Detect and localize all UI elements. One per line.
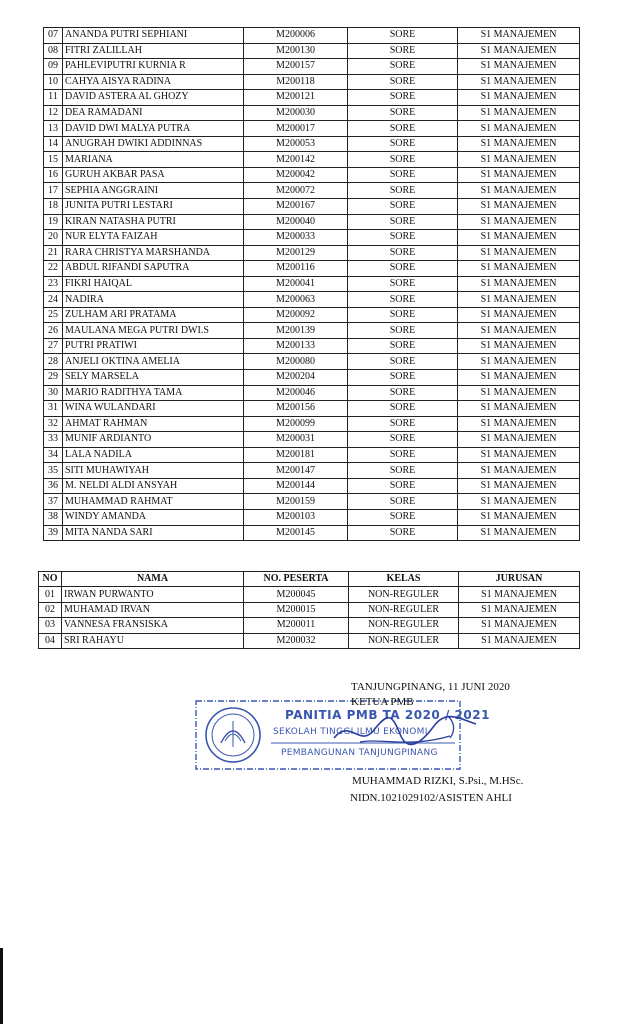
cell-name: ZULHAM ARI PRATAMA — [63, 307, 244, 323]
table-row — [44, 105, 580, 121]
cell-department: S1 MANAJEMEN — [458, 183, 580, 199]
cell-class: SORE — [348, 432, 458, 448]
column-header: NO — [39, 572, 62, 587]
cell-name: NADIRA — [63, 292, 244, 308]
cell-participant-number: M200072 — [244, 183, 348, 199]
cell-department: S1 MANAJEMEN — [458, 509, 580, 525]
column-header: NO. PESERTA — [244, 572, 349, 587]
scan-edge-mark — [0, 948, 3, 1024]
cell-name: ANUGRAH DWIKI ADDINNAS — [63, 136, 244, 152]
cell-number: 31 — [44, 401, 63, 417]
cell-department: S1 MANAJEMEN — [458, 245, 580, 261]
column-header: KELAS — [349, 572, 459, 587]
cell-number: 13 — [44, 121, 63, 137]
cell-department: S1 MANAJEMEN — [458, 338, 580, 354]
cell-number: 16 — [44, 167, 63, 183]
cell-class: SORE — [348, 385, 458, 401]
stamp-line-committee: PANITIA PMB TA 2020 / 2021 — [285, 708, 490, 722]
cell-participant-number: M200130 — [244, 43, 348, 59]
cell-department: S1 MANAJEMEN — [458, 199, 580, 215]
cell-participant-number: M200204 — [244, 370, 348, 386]
cell-participant-number: M200144 — [244, 478, 348, 494]
cell-participant-number: M200092 — [244, 307, 348, 323]
cell-number: 33 — [44, 432, 63, 448]
table-row — [44, 494, 580, 510]
cell-participant-number: M200053 — [244, 136, 348, 152]
cell-name: SELY MARSELA — [63, 370, 244, 386]
cell-department: S1 MANAJEMEN — [459, 587, 580, 602]
cell-name: WINDY AMANDA — [63, 509, 244, 525]
cell-participant-number: M200145 — [244, 525, 348, 541]
cell-department: S1 MANAJEMEN — [458, 136, 580, 152]
cell-name: WINA WULANDARI — [63, 401, 244, 417]
cell-class: SORE — [348, 121, 458, 137]
table-row — [44, 432, 580, 448]
cell-number: 23 — [44, 276, 63, 292]
table-row — [44, 167, 580, 183]
cell-number: 36 — [44, 478, 63, 494]
cell-name: FITRI ZALILLAH — [63, 43, 244, 59]
cell-participant-number: M200167 — [244, 199, 348, 215]
cell-number: 15 — [44, 152, 63, 168]
cell-department: S1 MANAJEMEN — [458, 323, 580, 339]
cell-department: S1 MANAJEMEN — [458, 90, 580, 106]
cell-number: 38 — [44, 509, 63, 525]
table-row — [44, 509, 580, 525]
cell-department: S1 MANAJEMEN — [459, 602, 580, 617]
cell-class: SORE — [348, 401, 458, 417]
cell-name: ANANDA PUTRI SEPHIANI — [63, 28, 244, 44]
cell-number: 28 — [44, 354, 63, 370]
cell-participant-number: M200147 — [244, 463, 348, 479]
stamp-line-college: SEKOLAH TINGGI ILMU EKONOMI — [273, 727, 428, 737]
cell-participant-number: M200156 — [244, 401, 348, 417]
cell-number: 29 — [44, 370, 63, 386]
cell-participant-number: M200080 — [244, 354, 348, 370]
cell-number: 37 — [44, 494, 63, 510]
cell-class: SORE — [348, 261, 458, 277]
cell-name: GURUH AKBAR PASA — [63, 167, 244, 183]
cell-name: PUTRI PRATIWI — [63, 338, 244, 354]
cell-participant-number: M200042 — [244, 167, 348, 183]
cell-class: SORE — [348, 354, 458, 370]
cell-name: IRWAN PURWANTO — [62, 587, 244, 602]
table-row — [44, 121, 580, 137]
non-regular-table — [38, 571, 580, 649]
cell-number: 17 — [44, 183, 63, 199]
cell-class: NON-REGULER — [349, 587, 459, 602]
cell-department: S1 MANAJEMEN — [458, 261, 580, 277]
cell-department: S1 MANAJEMEN — [458, 230, 580, 246]
cell-number: 08 — [44, 43, 63, 59]
stamp-line-city: PEMBANGUNAN TANJUNGPINANG — [281, 748, 438, 758]
table-row — [44, 354, 580, 370]
non-regular-table-body — [39, 587, 580, 649]
cell-name: JUNITA PUTRI LESTARI — [63, 199, 244, 215]
cell-number: 25 — [44, 307, 63, 323]
cell-class: SORE — [348, 276, 458, 292]
cell-participant-number: M200033 — [244, 230, 348, 246]
table-row — [44, 90, 580, 106]
cell-class: SORE — [348, 478, 458, 494]
cell-department: S1 MANAJEMEN — [458, 354, 580, 370]
cell-class: SORE — [348, 105, 458, 121]
cell-number: 01 — [39, 587, 62, 602]
cell-department: S1 MANAJEMEN — [458, 292, 580, 308]
cell-class: SORE — [348, 28, 458, 44]
cell-number: 34 — [44, 447, 63, 463]
cell-participant-number: M200103 — [244, 509, 348, 525]
cell-number: 39 — [44, 525, 63, 541]
cell-class: NON-REGULER — [349, 618, 459, 633]
cell-participant-number: M200142 — [244, 152, 348, 168]
cell-number: 19 — [44, 214, 63, 230]
cell-number: 12 — [44, 105, 63, 121]
table-row — [39, 602, 580, 617]
table-row — [39, 587, 580, 602]
cell-name: DAVID DWI MALYA PUTRA — [63, 121, 244, 137]
cell-number: 07 — [44, 28, 63, 44]
table-row — [44, 401, 580, 417]
cell-name: LALA NADILA — [63, 447, 244, 463]
cell-number: 20 — [44, 230, 63, 246]
table-row — [44, 447, 580, 463]
cell-participant-number: M200011 — [244, 618, 349, 633]
cell-number: 04 — [39, 633, 62, 648]
cell-participant-number: M200015 — [244, 602, 349, 617]
cell-department: S1 MANAJEMEN — [458, 28, 580, 44]
table-row — [44, 183, 580, 199]
cell-number: 02 — [39, 602, 62, 617]
table-row — [44, 307, 580, 323]
table-row — [39, 618, 580, 633]
cell-number: 21 — [44, 245, 63, 261]
cell-name: NUR ELYTA FAIZAH — [63, 230, 244, 246]
cell-class: SORE — [348, 43, 458, 59]
cell-department: S1 MANAJEMEN — [458, 525, 580, 541]
cell-participant-number: M200116 — [244, 261, 348, 277]
cell-participant-number: M200030 — [244, 105, 348, 121]
cell-name: CAHYA AISYA RADINA — [63, 74, 244, 90]
cell-participant-number: M200133 — [244, 338, 348, 354]
cell-department: S1 MANAJEMEN — [458, 416, 580, 432]
cell-department: S1 MANAJEMEN — [458, 463, 580, 479]
cell-name: ANJELI OKTINA AMELIA — [63, 354, 244, 370]
cell-name: PAHLEVIPUTRI KURNIA R — [63, 59, 244, 75]
table-row — [44, 74, 580, 90]
cell-class: SORE — [348, 292, 458, 308]
cell-department: S1 MANAJEMEN — [458, 478, 580, 494]
cell-class: SORE — [348, 90, 458, 106]
cell-number: 22 — [44, 261, 63, 277]
table-row — [44, 323, 580, 339]
cell-class: SORE — [348, 494, 458, 510]
cell-class: SORE — [348, 416, 458, 432]
cell-participant-number: M200118 — [244, 74, 348, 90]
cell-name: SITI MUHAWIYAH — [63, 463, 244, 479]
cell-department: S1 MANAJEMEN — [458, 276, 580, 292]
cell-name: VANNESA FRANSISKA — [62, 618, 244, 633]
cell-name: FIKRI HAIQAL — [63, 276, 244, 292]
table-row — [44, 59, 580, 75]
cell-participant-number: M200063 — [244, 292, 348, 308]
cell-name: M. NELDI ALDI ANSYAH — [63, 478, 244, 494]
cell-class: SORE — [348, 230, 458, 246]
cell-department: S1 MANAJEMEN — [458, 307, 580, 323]
table-row — [44, 214, 580, 230]
cell-department: S1 MANAJEMEN — [459, 618, 580, 633]
cell-class: SORE — [348, 59, 458, 75]
place-and-date: TANJUNGPINANG, 11 JUNI 2020 — [351, 681, 510, 693]
cell-class: SORE — [348, 307, 458, 323]
cell-department: S1 MANAJEMEN — [458, 105, 580, 121]
table-row — [44, 338, 580, 354]
cell-name: ABDUL RIFANDI SAPUTRA — [63, 261, 244, 277]
cell-participant-number: M200159 — [244, 494, 348, 510]
cell-department: S1 MANAJEMEN — [459, 633, 580, 648]
cell-name: MUHAMMAD RAHMAT — [63, 494, 244, 510]
cell-number: 03 — [39, 618, 62, 633]
cell-name: MUNIF ARDIANTO — [63, 432, 244, 448]
table-row — [44, 199, 580, 215]
cell-number: 30 — [44, 385, 63, 401]
cell-number: 32 — [44, 416, 63, 432]
participants-table — [43, 27, 580, 541]
table-row — [44, 478, 580, 494]
table-row — [44, 152, 580, 168]
cell-class: SORE — [348, 214, 458, 230]
cell-number: 24 — [44, 292, 63, 308]
cell-participant-number: M200099 — [244, 416, 348, 432]
table-row — [44, 463, 580, 479]
cell-department: S1 MANAJEMEN — [458, 447, 580, 463]
cell-class: SORE — [348, 74, 458, 90]
table-row — [44, 136, 580, 152]
cell-number: 35 — [44, 463, 63, 479]
table-row — [44, 416, 580, 432]
cell-class: SORE — [348, 183, 458, 199]
cell-class: SORE — [348, 463, 458, 479]
cell-department: S1 MANAJEMEN — [458, 214, 580, 230]
cell-participant-number: M200121 — [244, 90, 348, 106]
cell-participant-number: M200017 — [244, 121, 348, 137]
cell-class: SORE — [348, 525, 458, 541]
cell-department: S1 MANAJEMEN — [458, 74, 580, 90]
cell-participant-number: M200129 — [244, 245, 348, 261]
signer-title: KETUA PMB — [351, 696, 414, 708]
table-row — [44, 261, 580, 277]
cell-number: 14 — [44, 136, 63, 152]
cell-participant-number: M200032 — [244, 633, 349, 648]
non-regular-table-header — [39, 572, 580, 587]
cell-name: SRI RAHAYU — [62, 633, 244, 648]
cell-participant-number: M200139 — [244, 323, 348, 339]
column-header: JURUSAN — [459, 572, 580, 587]
cell-number: 09 — [44, 59, 63, 75]
cell-number: 11 — [44, 90, 63, 106]
cell-class: SORE — [348, 370, 458, 386]
table-row — [44, 245, 580, 261]
cell-participant-number: M200045 — [244, 587, 349, 602]
cell-name: DEA RAMADANI — [63, 105, 244, 121]
signer-nidn: NIDN.1021029102/ASISTEN AHLI — [350, 792, 512, 804]
table-row — [44, 370, 580, 386]
handwritten-signature — [330, 708, 480, 758]
cell-number: 27 — [44, 338, 63, 354]
table-row — [44, 43, 580, 59]
cell-class: SORE — [348, 323, 458, 339]
signer-name: MUHAMMAD RIZKI, S.Psi., M.HSc. — [352, 775, 524, 787]
cell-participant-number: M200040 — [244, 214, 348, 230]
cell-department: S1 MANAJEMEN — [458, 370, 580, 386]
cell-participant-number: M200031 — [244, 432, 348, 448]
cell-department: S1 MANAJEMEN — [458, 152, 580, 168]
cell-class: SORE — [348, 136, 458, 152]
cell-class: SORE — [348, 509, 458, 525]
cell-class: SORE — [348, 338, 458, 354]
cell-number: 18 — [44, 199, 63, 215]
cell-class: SORE — [348, 245, 458, 261]
cell-department: S1 MANAJEMEN — [458, 167, 580, 183]
cell-class: SORE — [348, 447, 458, 463]
cell-name: MAULANA MEGA PUTRI DWI.S — [63, 323, 244, 339]
cell-participant-number: M200157 — [244, 59, 348, 75]
cell-name: MARIANA — [63, 152, 244, 168]
table-row — [44, 525, 580, 541]
cell-name: MUHAMAD IRVAN — [62, 602, 244, 617]
cell-department: S1 MANAJEMEN — [458, 401, 580, 417]
cell-name: RARA CHRISTYA MARSHANDA — [63, 245, 244, 261]
table-row — [39, 633, 580, 648]
participants-table-body — [44, 28, 580, 541]
table-row — [44, 28, 580, 44]
cell-class: NON-REGULER — [349, 633, 459, 648]
cell-participant-number: M200181 — [244, 447, 348, 463]
cell-name: DAVID ASTERA AL GHOZY — [63, 90, 244, 106]
cell-participant-number: M200041 — [244, 276, 348, 292]
cell-participant-number: M200006 — [244, 28, 348, 44]
cell-department: S1 MANAJEMEN — [458, 432, 580, 448]
cell-number: 26 — [44, 323, 63, 339]
table-row — [44, 276, 580, 292]
cell-number: 10 — [44, 74, 63, 90]
table-row — [44, 292, 580, 308]
cell-department: S1 MANAJEMEN — [458, 494, 580, 510]
cell-department: S1 MANAJEMEN — [458, 385, 580, 401]
cell-name: MARIO RADITHYA TAMA — [63, 385, 244, 401]
cell-name: SEPHIA ANGGRAINI — [63, 183, 244, 199]
cell-department: S1 MANAJEMEN — [458, 121, 580, 137]
cell-participant-number: M200046 — [244, 385, 348, 401]
table-row — [44, 230, 580, 246]
cell-department: S1 MANAJEMEN — [458, 43, 580, 59]
cell-class: SORE — [348, 152, 458, 168]
cell-name: AHMAT RAHMAN — [63, 416, 244, 432]
cell-department: S1 MANAJEMEN — [458, 59, 580, 75]
cell-class: SORE — [348, 167, 458, 183]
cell-class: SORE — [348, 199, 458, 215]
column-header: NAMA — [62, 572, 244, 587]
cell-class: NON-REGULER — [349, 602, 459, 617]
table-row — [44, 385, 580, 401]
cell-name: MITA NANDA SARI — [63, 525, 244, 541]
cell-name: KIRAN NATASHA PUTRI — [63, 214, 244, 230]
